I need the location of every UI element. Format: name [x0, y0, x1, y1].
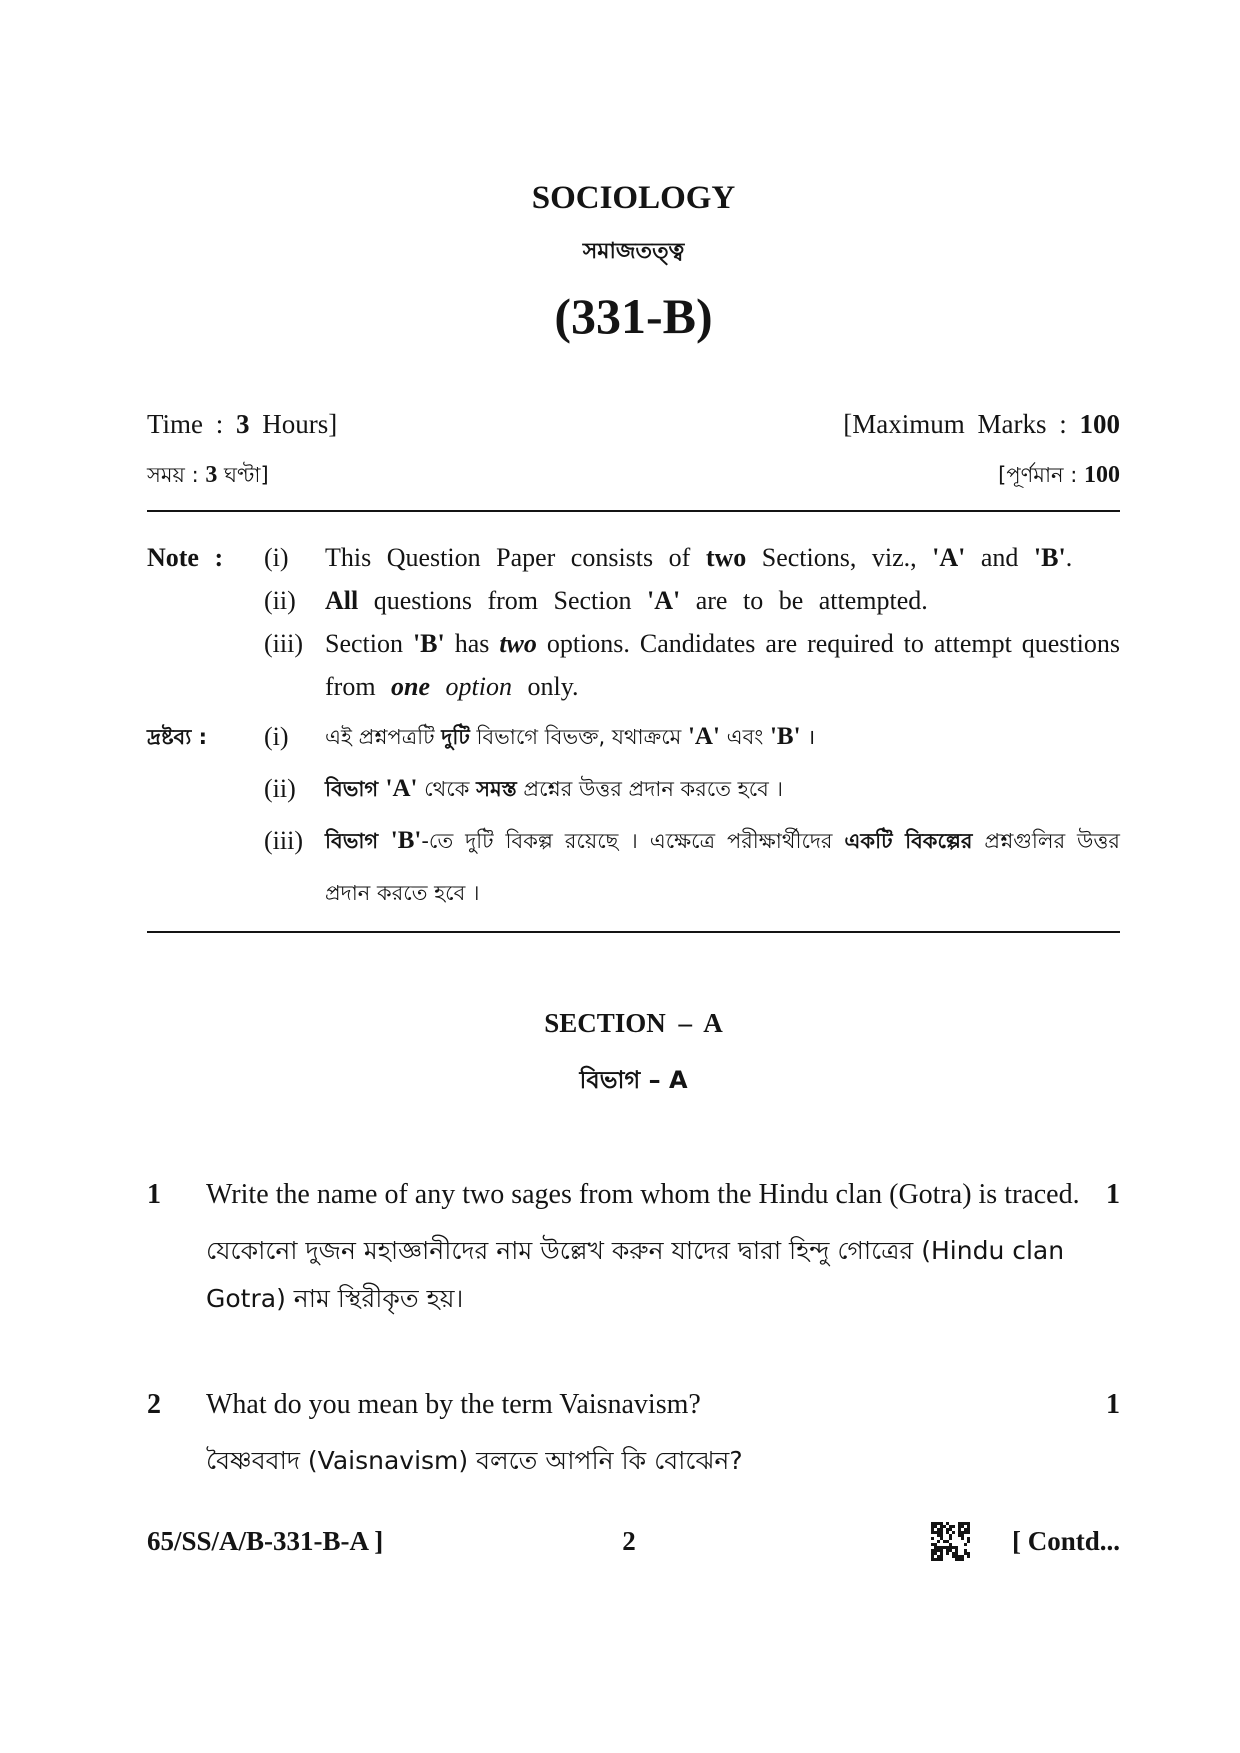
question-number: 1	[147, 1179, 161, 1210]
note-item-text	[325, 622, 1120, 708]
section-title-bengali: বিভাগ – A	[579, 1066, 688, 1094]
subject-title-bengali: সমাজতত্ত্ব	[582, 239, 685, 264]
note-text: This Question Paper consists of	[325, 543, 706, 572]
max-marks-label-bengali: [পূর্ণমান :	[998, 463, 1084, 487]
note-text: এই প্রশ্নপত্রটি	[325, 725, 442, 749]
note-text: প্রশ্নগুলির উত্তর	[972, 829, 1120, 853]
note-text-bold: 'B'	[769, 723, 801, 750]
question-text-bengali-line: বৈষ্ণববাদ (Vaisnavism) বলতে আপনি কি বোঝেন?	[206, 1446, 743, 1475]
question-text: What do you mean by the term Vaisnavism?	[206, 1389, 701, 1420]
note-text-bold: 'A'	[932, 543, 966, 572]
question-text: Write the name of any two sages from whom the Hindu clan (Gotra) is traced.	[206, 1179, 1080, 1210]
subject-title: SOCIOLOGY	[531, 180, 736, 216]
note-text-bold: দুটি	[441, 725, 470, 749]
note-text: questions from Section	[358, 586, 647, 615]
page-number: 2	[622, 1526, 636, 1556]
note-text: এবং	[719, 725, 770, 749]
note-text: are to be attempted.	[680, 586, 928, 615]
time-marks-row-bengali	[147, 458, 1120, 492]
note-text	[430, 672, 446, 701]
time-allowed	[147, 406, 337, 442]
continued-marker: [ Contd...	[1011, 1526, 1120, 1556]
note-text-bold: two	[705, 543, 747, 572]
note-label-bengali: দ্রষ্টব্য :	[147, 725, 208, 749]
note-text: Section	[325, 629, 413, 658]
note-item-text-bengali	[325, 815, 1120, 919]
note-text-bold-italic: two	[499, 629, 537, 658]
question-row	[147, 1175, 1120, 1215]
note-text: .	[1065, 543, 1073, 572]
note-label-spacer	[147, 815, 264, 919]
note-text-italic: option	[445, 672, 512, 701]
note-item-text	[325, 579, 1120, 622]
note-bengali	[147, 711, 1120, 919]
note-item-number: (i)	[264, 722, 289, 751]
note-item-number: (iii)	[264, 826, 303, 855]
max-marks-value-bengali: 100	[1084, 462, 1120, 488]
note-text-bold: সমস্ত	[476, 777, 517, 801]
note-text-bold: 'B'	[1033, 543, 1066, 572]
question-text-bengali-line: Gotra) নাম স্থিরীকৃত হয়।	[206, 1284, 464, 1313]
note-label-spacer	[147, 622, 264, 708]
paper-code: (331-B)	[554, 288, 713, 344]
note-text: প্রদান করতে হবে ।	[325, 881, 480, 905]
note-item-text-bengali	[325, 711, 1120, 763]
note-text-line	[325, 815, 1120, 867]
question-text-bengali-line: যেকোনো দুজন মহাজ্ঞানীদের নাম উল্লেখ করুন যাদের দ্বারা হিন্দু গোত্রের (Hindu clan	[206, 1236, 1065, 1265]
qr-code	[931, 1522, 970, 1561]
note-text: options. Candidates are required to attempt questions	[536, 629, 1120, 658]
maximum-marks-bengali	[998, 458, 1120, 492]
time-unit-bengali: ঘণ্টা]	[217, 463, 269, 487]
question-number: 2	[147, 1389, 161, 1420]
note-text-bold: All	[325, 586, 359, 615]
note-item-text	[325, 536, 1120, 579]
note-item-number: (i)	[264, 543, 289, 572]
divider-top	[147, 510, 1120, 512]
note-text-line	[325, 665, 1120, 708]
note-item-number: (ii)	[264, 586, 296, 615]
note-text: বিভাগে বিভক্ত, যথাক্রমে	[469, 725, 688, 749]
max-marks-value: 100	[1079, 409, 1120, 439]
note-text: only.	[512, 672, 579, 701]
note-text-bold: 'B'	[390, 827, 422, 854]
note-text-bold: 'A'	[647, 586, 681, 615]
time-unit: Hours]	[249, 409, 338, 439]
note-text-bold: 'A'	[385, 775, 418, 802]
question-marks: 1	[1106, 1179, 1120, 1210]
time-allowed-bengali	[147, 458, 269, 492]
note-english	[147, 536, 1120, 708]
note-item-text-bengali	[325, 763, 1120, 815]
time-label: Time :	[147, 409, 237, 439]
note-item-number: (ii)	[264, 774, 296, 803]
time-marks-row	[147, 406, 1120, 442]
note-label-spacer	[147, 763, 264, 815]
note-text: Sections, viz.,	[746, 543, 933, 572]
question-text-bengali	[206, 1227, 1120, 1323]
note-text: has	[444, 629, 500, 658]
note-label-spacer	[147, 579, 264, 622]
divider-bottom	[147, 931, 1120, 933]
note-text: -তে দুটি বিকল্প রয়েছে । এক্ষেত্রে পরীক্ষার্থীদের	[421, 829, 845, 853]
note-text-bold-italic: one	[391, 672, 431, 701]
note-text: প্রশ্নের উত্তর প্রদান করতে হবে ।	[516, 777, 784, 801]
note-text-line	[325, 867, 1120, 919]
max-marks-label: [Maximum Marks :	[843, 409, 1080, 439]
footer-paper-code: 65/SS/A/B-331-B-A ]	[147, 1526, 384, 1556]
maximum-marks	[843, 406, 1120, 442]
question-text-bengali	[206, 1437, 1120, 1485]
note-text-bold: একটি বিকল্পের	[844, 829, 973, 853]
question-row	[147, 1385, 1120, 1425]
note-text-bold: 'B'	[412, 629, 445, 658]
note-text: থেকে	[417, 777, 477, 801]
time-hours: 3	[236, 409, 250, 439]
note-text: from	[325, 672, 392, 701]
time-hours-bengali: 3	[205, 462, 218, 488]
section-title: SECTION – A	[544, 1008, 723, 1038]
note-label: Note :	[147, 543, 224, 572]
question-marks: 1	[1106, 1389, 1120, 1420]
time-label-bengali: সময় :	[147, 463, 206, 487]
note-text: ।	[800, 725, 816, 749]
note-text-bold: 'A'	[687, 723, 720, 750]
note-item-number: (iii)	[264, 629, 303, 658]
note-text-bold: বিভাগ	[325, 829, 391, 853]
note-text: and	[965, 543, 1034, 572]
note-text-line	[325, 622, 1120, 665]
note-text-bold: বিভাগ	[325, 777, 386, 801]
